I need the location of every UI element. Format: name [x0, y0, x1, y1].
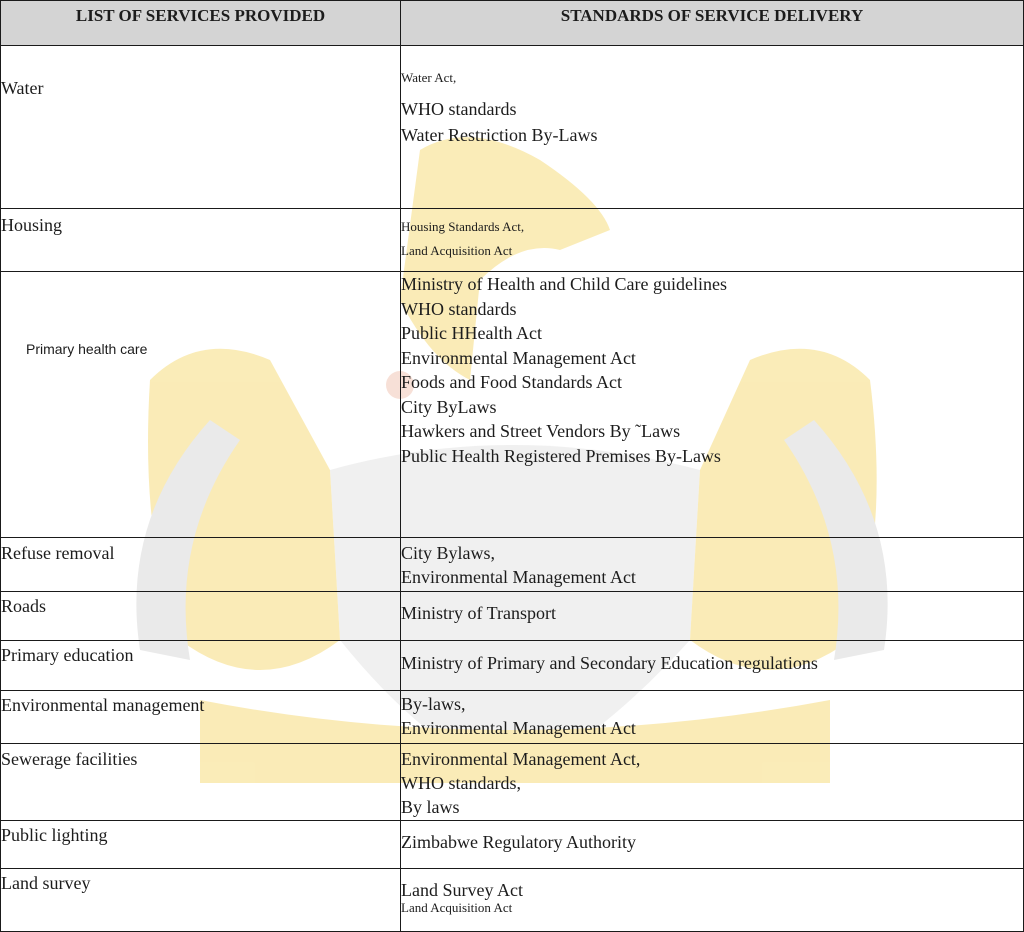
standard-item: By laws — [401, 797, 460, 817]
standard-item: Zimbabwe Regulatory Authority — [401, 832, 636, 852]
standard-item: Hawkers and Street Vendors By ˜Laws — [401, 421, 681, 441]
standard-item: Public HHealth Act — [401, 323, 542, 343]
service-cell: Sewerage facilities — [1, 744, 401, 821]
table-row — [1, 744, 1024, 821]
table-row — [1, 538, 1024, 592]
service-cell: Water — [1, 46, 401, 209]
table-row — [1, 272, 1024, 538]
standard-item: City Bylaws, — [401, 543, 496, 563]
standard-item: Environmental Management Act — [401, 718, 636, 738]
standard-item: Foods and Food Standards Act — [401, 372, 623, 392]
standard-item: Land Acquisition Act — [401, 243, 513, 258]
table-row — [1, 821, 1024, 869]
header-standards: STANDARDS OF SERVICE DELIVERY — [401, 1, 1024, 46]
standard-item: Environmental Management Act — [401, 567, 636, 587]
service-cell: Housing — [1, 209, 401, 272]
header-services: LIST OF SERVICES PROVIDED — [1, 1, 401, 46]
standard-item: Ministry of Health and Child Care guidelines — [401, 274, 727, 294]
standards-cell — [401, 538, 1024, 592]
standard-item: Land Acquisition Act — [401, 900, 513, 915]
table-row — [1, 691, 1024, 744]
standards-cell — [401, 272, 1024, 538]
standard-item: Land Survey Act — [401, 880, 523, 900]
service-cell: Primary education — [1, 641, 401, 691]
standard-item: City ByLaws — [401, 396, 497, 417]
service-cell: Land survey — [1, 869, 401, 932]
standard-item: Public Health Registered Premises By-Laws — [401, 445, 721, 466]
standard-item: Ministry of Primary and Secondary Education regulations — [401, 653, 818, 673]
table-row — [1, 592, 1024, 641]
service-cell: Refuse removal — [1, 538, 401, 592]
table-row — [1, 641, 1024, 691]
standards-cell — [401, 592, 1024, 641]
standards-cell — [401, 641, 1024, 691]
service-cell: Public lighting — [1, 821, 401, 869]
standard-item: Environmental Management Act, — [401, 749, 641, 769]
table-row — [1, 46, 1024, 209]
table-row — [1, 209, 1024, 272]
standard-item: Water Restriction By-Laws — [401, 125, 598, 145]
header-row — [1, 1, 1024, 46]
standard-item: WHO standards — [401, 99, 517, 119]
standards-cell — [401, 209, 1024, 272]
standard-item: Environmental Management Act — [401, 347, 636, 368]
service-cell: Roads — [1, 592, 401, 641]
standard-item: Ministry of Transport — [401, 603, 557, 623]
standard-item: WHO standards — [401, 298, 517, 319]
table-row — [1, 869, 1024, 932]
standard-item: Housing Standards Act, — [401, 219, 525, 234]
standards-cell — [401, 869, 1024, 932]
standard-item: Water Act, — [401, 70, 457, 85]
standard-item: By-laws, — [401, 694, 466, 714]
service-cell: Primary health care — [1, 272, 401, 538]
standard-item: WHO standards, — [401, 773, 521, 793]
service-cell: Environmental management — [1, 691, 401, 744]
standards-cell — [401, 821, 1024, 869]
standards-cell — [401, 744, 1024, 821]
standards-cell — [401, 46, 1024, 209]
standards-cell — [401, 691, 1024, 744]
